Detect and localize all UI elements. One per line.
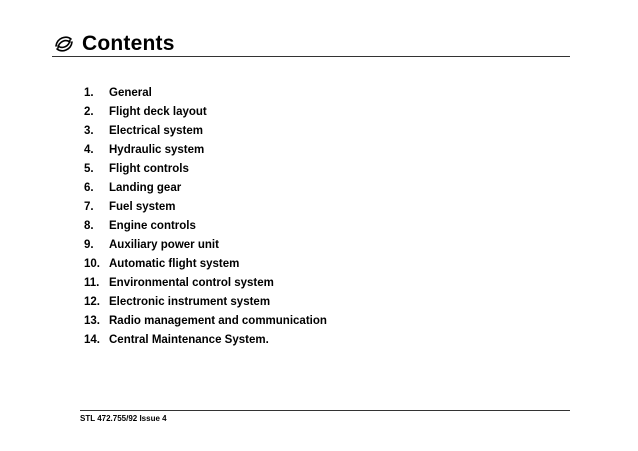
- toc-label: Landing gear: [109, 182, 182, 194]
- toc-number: 9.: [84, 239, 94, 251]
- toc-number: 2.: [84, 106, 94, 118]
- toc-label: Fuel system: [109, 201, 176, 213]
- footer-divider: [80, 410, 570, 411]
- toc-number: 10.: [84, 258, 100, 270]
- toc-number: 7.: [84, 201, 94, 213]
- toc-label: Electronic instrument system: [109, 296, 271, 308]
- toc-label: Flight controls: [109, 163, 189, 175]
- table-of-contents: [84, 84, 327, 350]
- toc-label: Engine controls: [109, 220, 196, 232]
- toc-item: [84, 103, 327, 122]
- toc-item: [84, 236, 327, 255]
- toc-item: [84, 312, 327, 331]
- toc-item: [84, 198, 327, 217]
- toc-item: [84, 122, 327, 141]
- toc-label: Hydraulic system: [109, 144, 205, 156]
- toc-label: Environmental control system: [109, 277, 274, 289]
- toc-label: Central Maintenance System.: [109, 334, 269, 346]
- toc-number: 11.: [84, 277, 100, 289]
- toc-label: Automatic flight system: [109, 258, 240, 270]
- header-divider: [52, 56, 570, 57]
- toc-number: 13.: [84, 315, 100, 327]
- toc-label: Auxiliary power unit: [109, 239, 219, 251]
- toc-item: [84, 84, 327, 103]
- swirl-logo-icon: [52, 32, 76, 56]
- toc-number: 4.: [84, 144, 94, 156]
- toc-label: Electrical system: [109, 125, 203, 137]
- toc-item: [84, 179, 327, 198]
- toc-item: [84, 293, 327, 312]
- toc-number: 12.: [84, 296, 100, 308]
- toc-label: Flight deck layout: [109, 106, 207, 118]
- slide-header: [52, 30, 175, 58]
- toc-item: [84, 274, 327, 293]
- footer-doc-ref: STL 472.755/92 Issue 4: [80, 414, 167, 423]
- toc-number: 3.: [84, 125, 94, 137]
- toc-item: [84, 160, 327, 179]
- page-title: Contents: [82, 32, 175, 55]
- toc-item: [84, 331, 327, 350]
- toc-number: 1.: [84, 87, 94, 99]
- toc-label: Radio management and communication: [109, 315, 327, 327]
- toc-number: 14.: [84, 334, 100, 346]
- toc-number: 8.: [84, 220, 94, 232]
- toc-item: [84, 217, 327, 236]
- toc-item: [84, 255, 327, 274]
- toc-label: General: [109, 87, 152, 99]
- toc-number: 5.: [84, 163, 94, 175]
- toc-number: 6.: [84, 182, 94, 194]
- toc-item: [84, 141, 327, 160]
